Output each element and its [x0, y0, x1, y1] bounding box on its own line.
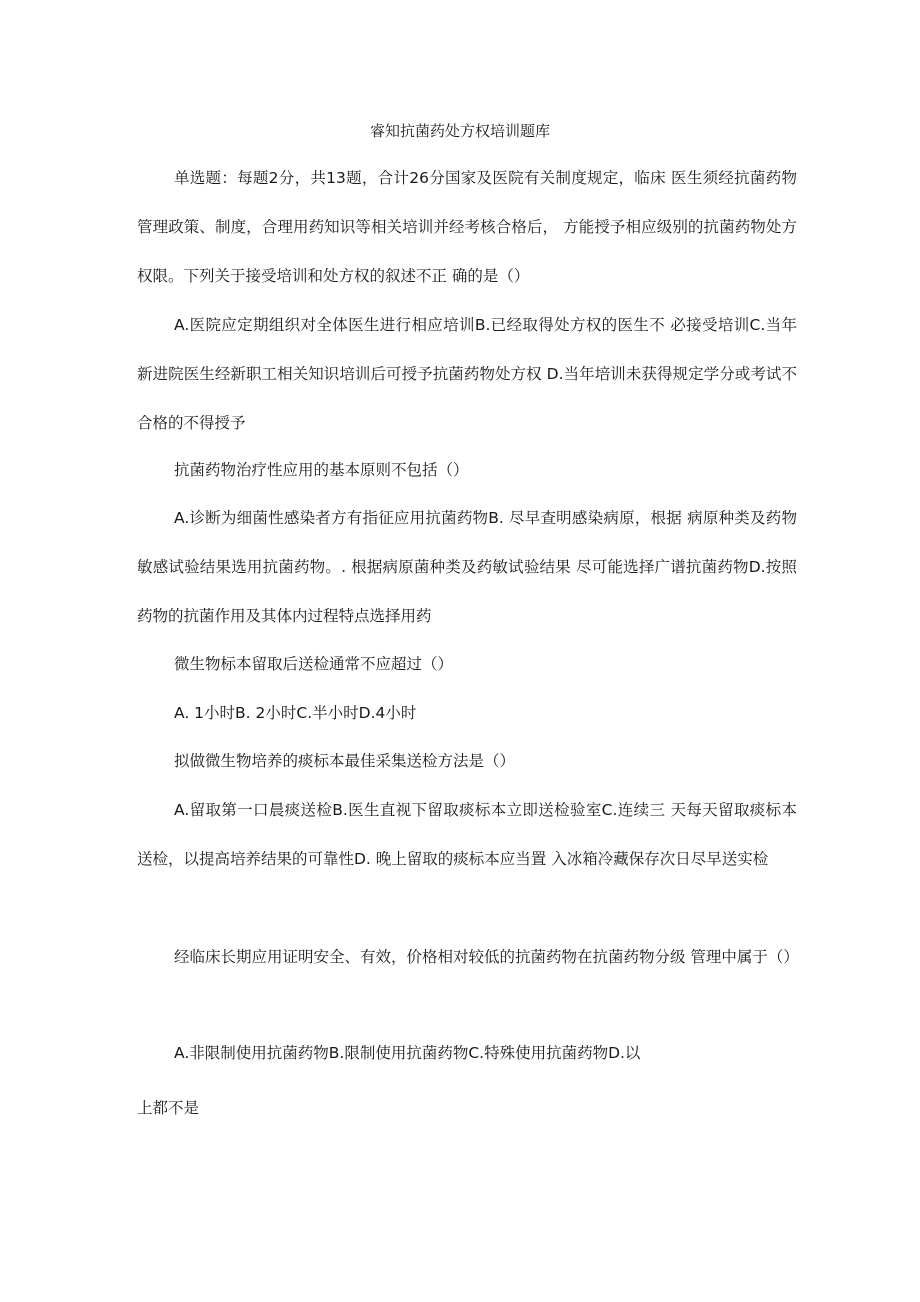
question-2-stem: 抗菌药物治疗性应用的基本原则不包括（） [174, 461, 469, 479]
question-1-options: A.医院应定期组织对全体医生进行相应培训B.已经取得处方权的医生不 必接受培训C.当年新进院医生经新职工相关知识培训后可授予抗菌药物处方权 D.当年培训未获得规定学分或考试不合格的不得授予 [137, 316, 797, 432]
question-3-options: A. 1小时B. 2小时C.半小时D.4小时 [174, 704, 417, 722]
question-3-stem: 微生物标本留取后送检通常不应超过（） [174, 655, 454, 673]
question-4-stem: 拟做微生物培养的痰标本最佳采集送检方法是（） [174, 752, 516, 770]
document-title: 睿知抗菌药处方权培训题库 [369, 122, 550, 140]
question-5-options-continued: 上都不是 [137, 1099, 200, 1117]
question-5-stem: 经临床长期应用证明安全、有效，价格相对较低的抗菌药物在抗菌药物分级 管理中属于（） [174, 948, 799, 966]
question-2-options: A.诊断为细菌性感染者方有指征应用抗菌药物B. 尽早查明感染病原，根据 病原种类及药物敏感试验结果选用抗菌药物。. 根据病原菌种类及药敏试验结果 尽可能选择广谱抗菌药物D.按照药物的抗菌作用及其体内过程特点选择用药 [137, 509, 797, 625]
question-1-stem: 单选题：每题2分，共13题，合计26分国家及医院有关制度规定，临床 医生须经抗菌药物管理政策、制度，合理用药知识等相关培训并经考核合格后， 方能授予相应级别的抗菌药物处方权限。下列关于接受培训和处方权的叙述不正 确的是（） [137, 169, 797, 285]
question-4-options: A.留取第一口晨痰送检B.医生直视下留取痰标本立即送检验室C.连续三 天每天留取痰标本送检，以提高培养结果的可靠性D. 晚上留取的痰标本应当置 入冰箱冷藏保存次日尽早送实检 [137, 801, 797, 868]
question-5-options: A.非限制使用抗菌药物B.限制使用抗菌药物C.特殊使用抗菌药物D.以 [174, 1044, 641, 1062]
